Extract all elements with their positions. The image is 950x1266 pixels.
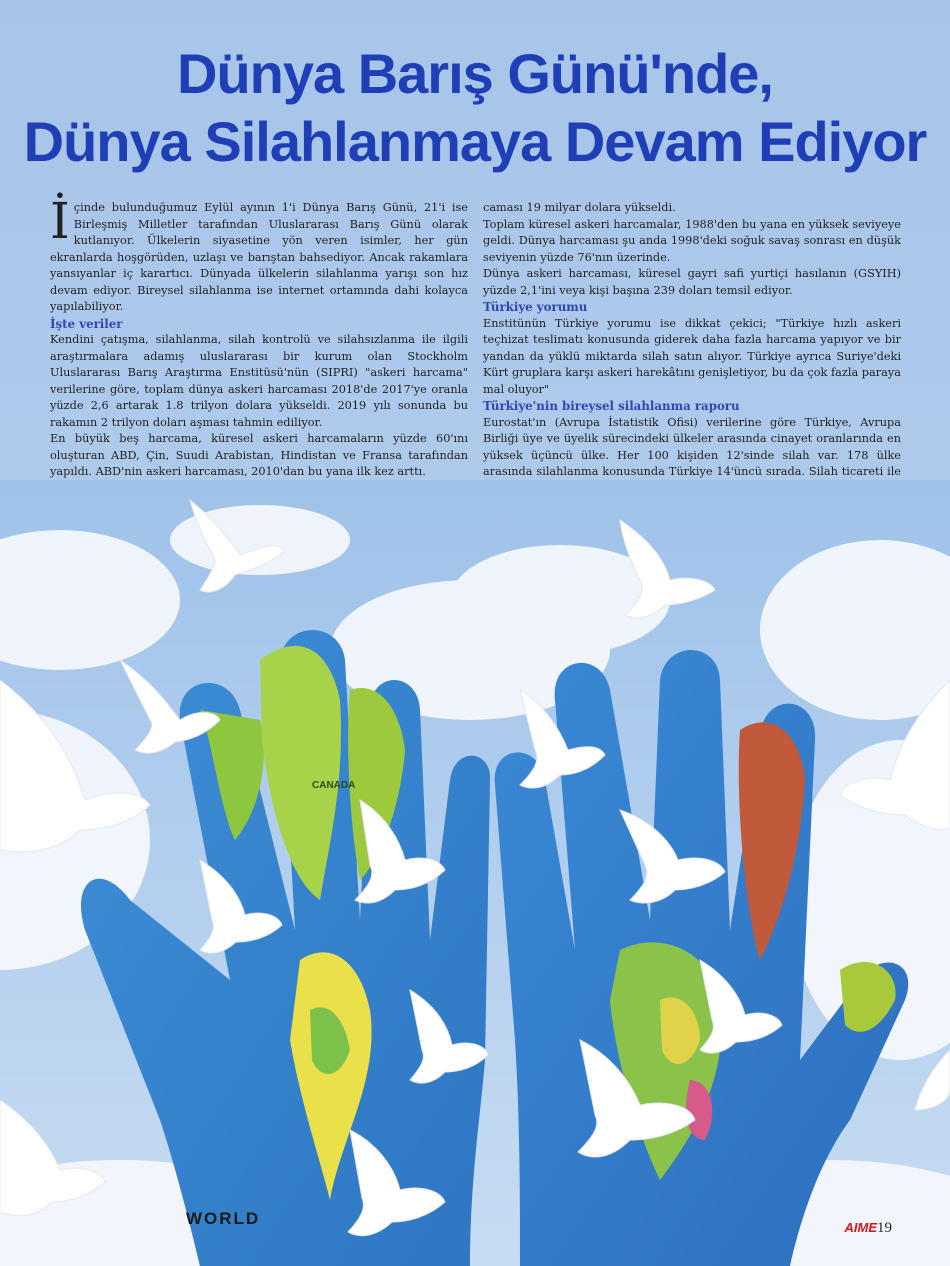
subheading-turkiye-yorumu: Türkiye yorumu (483, 300, 588, 314)
label-world: WORLD (186, 1209, 261, 1228)
subheading-veriler: İşte veriler (50, 316, 123, 331)
label-canada: CANADA (312, 780, 356, 791)
paragraph-continued: caması 19 milyar dolara yükseldi. (483, 201, 676, 214)
page-footer (845, 1220, 893, 1237)
subheading-bireysel-silahlanma: Türkiye'nin bireysel silahlanma raporu (483, 399, 740, 413)
paragraph-sipri: Kendini çatışma, silahlanma, silah kontrolü ve silahsızlanma ile ilgili araştırmalara adamış uluslararası bir kurum olan Stockholm Uluslararası Barış Araştırma Enstitüsü'nün (SIPRI) "askeri harcama" verilerine göre, toplam dünya askeri harcaması 2018'de 2017'ye oranla yüzde 2,6 artarak 1.8 trilyon dolara yükseldi. 2019 yılı sonunda bu rakamın 2 trilyon doları aşması tahmin ediliyor. (50, 333, 468, 429)
title-line-2: Dünya Silahlanmaya Devam Ediyor (23, 110, 927, 173)
intro-paragraph: çinde bulunduğumuz Eylül ayının 1'i Dünya Barış Günü, 21'i ise Birleşmiş Milletler tarafından Uluslararası Barış Günü olarak kutlanıyor. Ülkelerin siyasetine yön veren isimler, her gün ekranlarda hoşgörüden, uzlaşı ve barıştan bahsediyor. Ancak rakamlara yansıyanlar iç karartıcı. Dünyada ülkelerin silahlanma yarışı son hız devam ediyor. Bireysel silahlanma ise internet ortamında dahi kolayca yapılabiliyor. (50, 201, 468, 313)
aime-logo: AIME (844, 1220, 877, 1235)
drop-cap: İ (50, 192, 70, 250)
paragraph-global-total: Toplam küresel askeri harcamalar, 1988'den bu yana en yüksek seviyeye geldi. Dünya harcaması şu anda 1998'deki soğuk savaş sonrası en düşük seviyenin yüzde 76'nın üzerinde. (483, 217, 901, 264)
text-column-right (483, 200, 901, 480)
paragraph-top-five: En büyük beş harcama, küresel askeri harcamaların yüzde 60'ını oluşturan ABD, Çin, Suudi Arabistan, Hindistan ve Fransa tarafından yapıldı. ABD'nin askeri harcaması, 2010'dan bu yana ilk kez arttı. (50, 432, 468, 478)
paragraph-institute-comment: Enstitünün Türkiye yorumu ise dikkat çekici; "Türkiye hızlı askeri teçhizat teslimatı konusunda giderek daha fazla harcama yapıyor ve bir yandan da yüklü miktarda silah satın alıyor. Türkiye ayrıca Suriye'deki Kürt gruplara karşı askeri harekâtını genişletiyor, bu da çok fazla paraya mal oluyor" (483, 316, 901, 396)
paragraph-eurostat: Eurostat'ın (Avrupa İstatistik Ofisi) verilerine göre Türkiye, Avrupa Birliği üye ve üyelik sürecindeki ülkeler arasında cinayet oranlarında en yüksek üçüncü ülke. Her 100 kişiden 12'sinde silah var. 178 ülke arasında silahlanma konusunda Türkiye 14'üncü sırada. Silah ticareti ile (483, 415, 901, 478)
paragraph-gdp-share: Dünya askeri harcaması, küresel gayri safi yurtiçi hasılanın (GSYIH) yüzde 2,1'ini veya kişi başına 239 doları temsil ediyor. (483, 267, 901, 297)
text-column-left (50, 192, 468, 480)
photo-illustration (0, 480, 950, 1266)
page-number: 19 (877, 1220, 892, 1236)
hands-world-map-photo (0, 480, 950, 1266)
title-line-1: Dünya Barış Günü'nde, (177, 42, 773, 105)
article-title (0, 40, 950, 176)
